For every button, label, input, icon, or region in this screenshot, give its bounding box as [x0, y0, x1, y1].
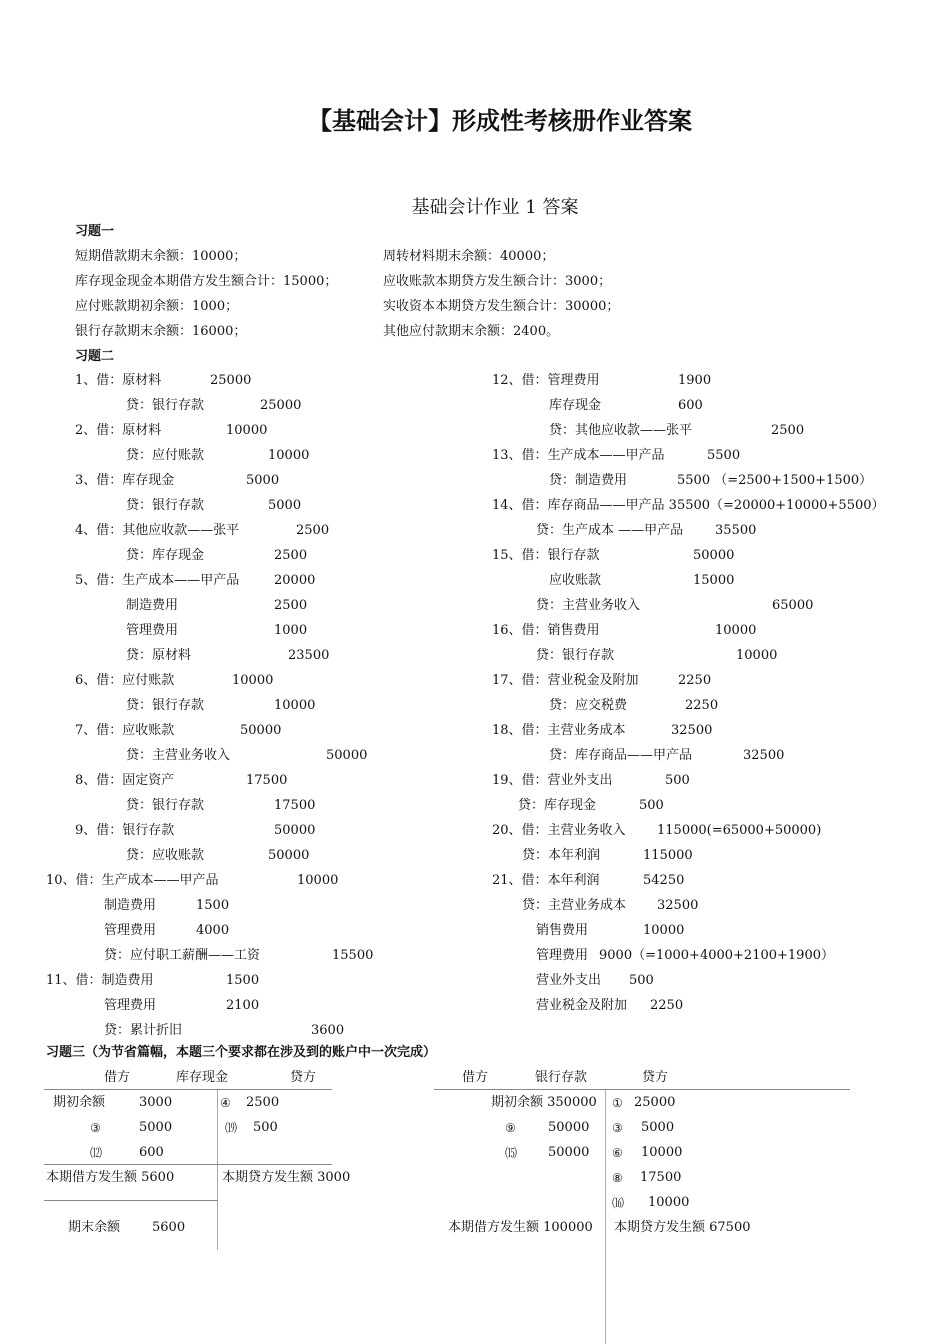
cash-mid-rule — [44, 1164, 332, 1165]
ex1-statement: 银行存款期末余额：16000； — [75, 324, 247, 339]
cash-account-name: 库存现金 — [176, 1070, 229, 1085]
journal-entry-account: 制造费用 — [104, 898, 157, 913]
journal-entry-amount: 10000 — [297, 873, 339, 888]
journal-entry-amount: 2250 — [685, 698, 719, 713]
journal-entry-amount: 5000 — [246, 473, 280, 488]
bank-debit-amount: 50000 — [548, 1120, 590, 1135]
journal-entry-account: 14、借：库存商品——甲产品 35500（=20000+10000+5500） — [492, 498, 885, 513]
journal-entry-account: 贷：主营业务收入 — [536, 598, 641, 613]
bank-top-rule — [434, 1089, 850, 1090]
journal-entry-account: 13、借：生产成本——甲产品 — [492, 448, 665, 463]
journal-entry-account: 1、借：原材料 — [75, 373, 162, 388]
journal-entry-amount: 115000 — [643, 848, 693, 863]
journal-entry-amount: 5500 （=2500+1500+1500） — [677, 473, 873, 488]
journal-entry-amount: 115000(=65000+50000) — [657, 823, 822, 838]
bank-credit-total: 本期贷方发生额 67500 — [614, 1220, 751, 1235]
journal-entry-amount: 4000 — [196, 923, 230, 938]
cash-credit-ref: ④ — [220, 1096, 231, 1110]
journal-entry-amount: 25000 — [210, 373, 252, 388]
journal-entry-account: 贷：银行存款 — [126, 398, 205, 413]
bank-opening-balance: 期初余额 350000 — [491, 1095, 597, 1110]
journal-entry-amount: 35500 — [715, 523, 757, 538]
cash-debit-ref: ③ — [90, 1121, 101, 1135]
journal-entry-account: 贷：库存现金 — [518, 798, 597, 813]
journal-entry-account: 贷：原材料 — [126, 648, 192, 663]
journal-entry-account: 4、借：其他应收款——张平 — [75, 523, 240, 538]
journal-entry-account: 8、借：固定资产 — [75, 773, 175, 788]
bank-center-rule — [605, 1090, 606, 1344]
journal-entry-account: 18、借：主营业务成本 — [492, 723, 626, 738]
journal-entry-account: 贷：银行存款 — [126, 698, 205, 713]
journal-entry-amount: 2500 — [296, 523, 330, 538]
journal-entry-amount: 50000 — [268, 848, 310, 863]
journal-entry-account: 管理费用 — [536, 948, 589, 963]
journal-entry-account: 3、借：库存现金 — [75, 473, 175, 488]
bank-credit-ref: ③ — [612, 1121, 623, 1135]
journal-entry-account: 管理费用 — [104, 923, 157, 938]
journal-entry-account: 10、借：生产成本——甲产品 — [46, 873, 219, 888]
journal-entry-amount: 2250 — [678, 673, 712, 688]
journal-entry-amount: 5000 — [268, 498, 302, 513]
journal-entry-account: 15、借：银行存款 — [492, 548, 600, 563]
cash-debit-amount: 600 — [139, 1145, 164, 1160]
journal-entry-amount: 10000 — [268, 448, 310, 463]
journal-entry-account: 9、借：银行存款 — [75, 823, 175, 838]
journal-entry-amount: 32500 — [671, 723, 713, 738]
journal-entry-account: 2、借：原材料 — [75, 423, 162, 438]
exercise-2-heading: 习题二 — [75, 349, 115, 364]
bank-credit-amount: 10000 — [648, 1195, 690, 1210]
journal-entry-account: 贷：本年利润 — [522, 848, 601, 863]
journal-entry-account: 贷：制造费用 — [549, 473, 628, 488]
journal-entry-account: 管理费用 — [104, 998, 157, 1013]
journal-entry-amount: 23500 — [288, 648, 330, 663]
ex1-statement: 库存现金现金本期借方发生额合计：15000； — [75, 274, 338, 289]
bank-debit-ref: ⑨ — [505, 1121, 516, 1135]
bank-credit-amount: 5000 — [641, 1120, 675, 1135]
journal-entry-amount: 10000 — [643, 923, 685, 938]
journal-entry-amount: 10000 — [274, 698, 316, 713]
bank-debit-amount: 50000 — [548, 1145, 590, 1160]
cash-debit-total: 本期借方发生额 5600 — [46, 1170, 175, 1185]
bank-credit-amount: 10000 — [641, 1145, 683, 1160]
journal-entry-account: 贷：主营业务收入 — [126, 748, 231, 763]
journal-entry-account: 20、借：主营业务收入 — [492, 823, 626, 838]
cash-debit-amount: 5000 — [139, 1120, 173, 1135]
journal-entry-amount: 5500 — [707, 448, 741, 463]
journal-entry-amount: 17500 — [274, 798, 316, 813]
journal-entry-account: 制造费用 — [126, 598, 179, 613]
cash-credit-amount: 2500 — [246, 1095, 280, 1110]
bank-credit-amount: 17500 — [640, 1170, 682, 1185]
journal-entry-account: 贷：生产成本 ——甲产品 — [536, 523, 684, 538]
journal-entry-amount: 15500 — [332, 948, 374, 963]
journal-entry-account: 应收账款 — [549, 573, 602, 588]
cash-bottom-rule — [44, 1200, 218, 1201]
journal-entry-amount: 2500 — [274, 598, 308, 613]
journal-entry-account: 19、借：营业外支出 — [492, 773, 613, 788]
journal-entry-account: 贷：应收账款 — [126, 848, 205, 863]
cash-center-rule — [217, 1090, 218, 1250]
journal-entry-account: 贷：银行存款 — [536, 648, 615, 663]
journal-entry-account: 贷：应交税费 — [549, 698, 628, 713]
journal-entry-account: 贷：银行存款 — [126, 498, 205, 513]
journal-entry-amount: 2250 — [650, 998, 684, 1013]
journal-entry-account: 管理费用 — [126, 623, 179, 638]
journal-entry-account: 21、借：本年利润 — [492, 873, 600, 888]
bank-debit-ref: ⒂ — [505, 1146, 518, 1160]
journal-entry-amount: 500 — [639, 798, 664, 813]
journal-entry-account: 12、借：管理费用 — [492, 373, 600, 388]
journal-entry-account: 贷：应付职工薪酬——工资 — [104, 948, 261, 963]
journal-entry-account: 营业外支出 — [536, 973, 602, 988]
journal-entry-amount: 32500 — [657, 898, 699, 913]
journal-entry-amount: 1500 — [196, 898, 230, 913]
journal-entry-account: 销售费用 — [536, 923, 589, 938]
journal-entry-amount: 2100 — [226, 998, 260, 1013]
cash-closing-amount: 5600 — [152, 1220, 186, 1235]
journal-entry-amount: 25000 — [260, 398, 302, 413]
journal-entry-amount: 17500 — [246, 773, 288, 788]
journal-entry-account: 营业税金及附加 — [536, 998, 628, 1013]
ex1-statement: 其他应付款期末余额：2400。 — [383, 324, 560, 339]
cash-credit-total: 本期贷方发生额 3000 — [222, 1170, 351, 1185]
exercise-1-heading: 习题一 — [75, 224, 115, 239]
journal-entry-account: 6、借：应付账款 — [75, 673, 175, 688]
ex1-statement: 应收账款本期贷方发生额合计：3000； — [383, 274, 612, 289]
journal-entry-amount: 9000（=1000+4000+2100+1900） — [599, 948, 834, 963]
journal-entry-amount: 32500 — [743, 748, 785, 763]
cash-credit-ref: ⒆ — [225, 1121, 238, 1135]
journal-entry-account: 贷：其他应收款——张平 — [549, 423, 693, 438]
journal-entry-amount: 50000 — [274, 823, 316, 838]
journal-entry-account: 5、借：生产成本——甲产品 — [75, 573, 240, 588]
journal-entry-amount: 1500 — [226, 973, 260, 988]
journal-entry-account: 7、借：应收账款 — [75, 723, 175, 738]
journal-entry-amount: 2500 — [274, 548, 308, 563]
page-subtitle: 基础会计作业 1 答案 — [411, 197, 579, 218]
journal-entry-account: 贷：库存现金 — [126, 548, 205, 563]
journal-entry-amount: 15000 — [693, 573, 735, 588]
journal-entry-amount: 65000 — [772, 598, 814, 613]
bank-debit-header: 借方 — [462, 1070, 489, 1085]
journal-entry-account: 贷：累计折旧 — [104, 1023, 183, 1038]
journal-entry-account: 贷：应付账款 — [126, 448, 205, 463]
journal-entry-amount: 500 — [629, 973, 654, 988]
cash-opening-label: 期初余额 — [53, 1095, 106, 1110]
journal-entry-amount: 1000 — [274, 623, 308, 638]
cash-credit-header: 贷方 — [290, 1070, 317, 1085]
cash-debit-ref: ⑿ — [90, 1146, 103, 1160]
bank-credit-ref: ⒃ — [612, 1196, 625, 1210]
bank-credit-ref: ① — [612, 1096, 623, 1110]
bank-credit-header: 贷方 — [642, 1070, 669, 1085]
page-title: 【基础会计】形成性考核册作业答案 — [308, 107, 692, 135]
journal-entry-amount: 10000 — [226, 423, 268, 438]
journal-entry-account: 贷：主营业务成本 — [522, 898, 627, 913]
ex1-statement: 实收资本本期贷方发生额合计：30000； — [383, 299, 620, 314]
cash-top-rule — [44, 1089, 332, 1090]
bank-credit-amount: 25000 — [634, 1095, 676, 1110]
journal-entry-amount: 10000 — [232, 673, 274, 688]
journal-entry-amount: 3600 — [311, 1023, 345, 1038]
journal-entry-amount: 10000 — [715, 623, 757, 638]
journal-entry-amount: 50000 — [326, 748, 368, 763]
bank-debit-total: 本期借方发生额 100000 — [448, 1220, 593, 1235]
ex1-statement: 应付账款期初余额：1000； — [75, 299, 239, 314]
journal-entry-amount: 54250 — [643, 873, 685, 888]
exercise-3-heading: 习题三（为节省篇幅，本题三个要求都在涉及到的账户中一次完成） — [46, 1045, 437, 1060]
bank-credit-ref: ⑧ — [612, 1171, 623, 1185]
cash-closing-label: 期末余额 — [68, 1220, 121, 1235]
journal-entry-amount: 600 — [678, 398, 703, 413]
bank-credit-ref: ⑥ — [612, 1146, 623, 1160]
journal-entry-amount: 1900 — [678, 373, 712, 388]
journal-entry-account: 16、借：销售费用 — [492, 623, 600, 638]
ex1-statement: 短期借款期末余额：10000； — [75, 249, 247, 264]
journal-entry-account: 贷：银行存款 — [126, 798, 205, 813]
journal-entry-amount: 20000 — [274, 573, 316, 588]
journal-entry-amount: 500 — [665, 773, 690, 788]
journal-entry-account: 库存现金 — [549, 398, 602, 413]
journal-entry-amount: 50000 — [240, 723, 282, 738]
journal-entry-amount: 2500 — [771, 423, 805, 438]
journal-entry-amount: 50000 — [693, 548, 735, 563]
cash-credit-amount: 500 — [253, 1120, 278, 1135]
cash-opening-amount: 3000 — [139, 1095, 173, 1110]
journal-entry-account: 17、借：营业税金及附加 — [492, 673, 639, 688]
journal-entry-account: 贷：库存商品——甲产品 — [549, 748, 693, 763]
bank-account-name: 银行存款 — [535, 1070, 588, 1085]
cash-debit-header: 借方 — [104, 1070, 131, 1085]
ex1-statement: 周转材料期末余额：40000； — [383, 249, 555, 264]
journal-entry-amount: 10000 — [736, 648, 778, 663]
journal-entry-account: 11、借：制造费用 — [46, 973, 154, 988]
